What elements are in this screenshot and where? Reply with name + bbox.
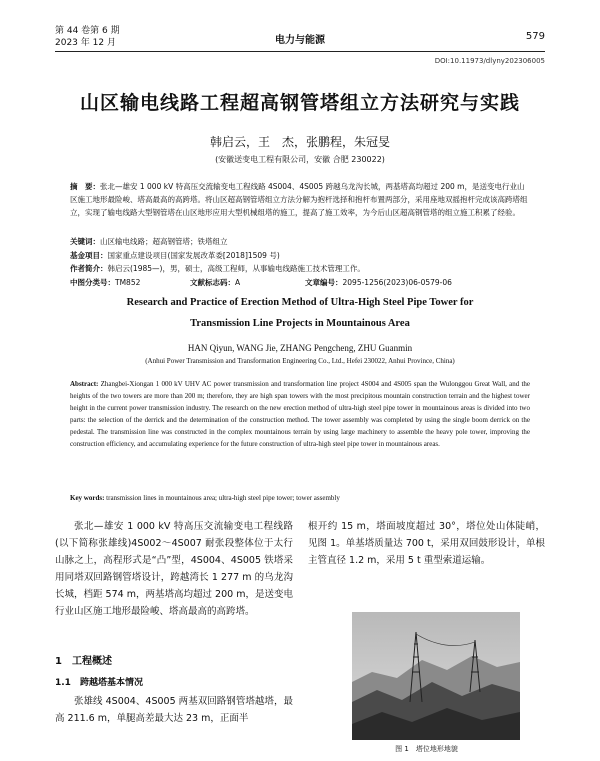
english-title-line-1: Research and Practice of Erection Method of Ultra-High Steel Pipe Tower for	[126, 297, 474, 308]
author-bio	[70, 262, 530, 275]
section-1-1-paragraph	[55, 693, 293, 727]
header-rule	[55, 51, 545, 52]
english-affiliation: (Anhui Power Transmission and Transformation Engineering Co., Ltd., Hefei 230022, Anhui Province, China)	[145, 357, 455, 365]
english-authors: HAN Qiyun, WANG Jie, ZHANG Pengcheng, ZHU Guanmin	[187, 343, 413, 353]
right-column-text: 根开约 15 m，塔面坡度超过 30°，塔位处山体陡峭，见图 1。单基塔质量达 700 t，采用双回鼓形设计，单根主管直径 1.2 m，采用 5 t 重型索道运输。	[308, 521, 545, 566]
article-number: 文章编号：2095-1256(2023)06-0579-06	[305, 278, 452, 287]
bio-text: 韩启云(1985—)，男，硕士，高级工程师，从事输电线路施工技术管理工作。	[107, 264, 365, 273]
clc-number: 中图分类号：TM852	[70, 278, 141, 287]
en-keywords-text: transmission lines in mountainous area; ultra-high steel pipe tower; tower assembly	[106, 494, 340, 502]
section-heading-1: 1 工程概述	[55, 656, 112, 667]
doi: DOI:10.11973/dlyny202306005	[434, 57, 545, 65]
chinese-affiliation: (安徽送变电工程有限公司，安徽 合肥 230022)	[215, 155, 385, 164]
intro-paragraph	[55, 518, 293, 620]
issue-date: 2023 年 12 月	[55, 38, 116, 48]
document-code: 文献标志码：A	[190, 278, 241, 287]
keywords-text: 山区输电线路；超高钢管塔；铁塔组立	[100, 237, 228, 246]
figure-caption: 图 1 塔位地形地貌	[395, 745, 458, 753]
keywords-label: 关键词：	[70, 237, 100, 246]
en-abstract-label: Abstract:	[70, 380, 99, 388]
chinese-keywords	[70, 235, 530, 248]
volume-issue: 第 44 卷第 6 期	[55, 26, 120, 36]
tower-terrain-illustration	[352, 612, 520, 740]
en-abstract-text: Zhangbei-Xiongan 1 000 kV UHV AC power transmission and transformation line project 4S004 and 4S005 span the Wulonggou Great Wall, and the heights of the two towers are more than 200 m; therefore, they are high span towers with the most precipitous mountain construction terrain and the highest tower height in the current power transmission industry. The research on the new erection method of ultra-high steel pipe tower in mountainous areas is divided into two parts: the selection of the derrick and the determination of the construction method. The tower assembly was completed by using the single boom derrick on the pedestal. The transmission line was constructed in the complex mountainous terrain by using large machinery to assemble the heavy pole tower, improving the construction efficiency, and accumulating experience for the future construction of ultra-high steel pipe tower in mountainous areas.	[70, 380, 530, 448]
tower-terrain-photo	[352, 612, 520, 740]
english-abstract	[70, 378, 530, 450]
fund-info	[70, 249, 530, 262]
abstract-label: 摘 要：	[70, 182, 100, 191]
right-column-paragraph	[308, 518, 545, 569]
intro-text: 张北—雄安 1 000 kV 特高压交流输变电工程线路(以下简称张雄线)4S002～4S007 耐张段整体位于太行山脉之上，高程形式是“凸”型，4S004、4S005 铁塔采用同塔双回路钢管塔设计，跨越湾长 1 277 m 的乌龙沟长城，档距 574 m，两基塔高均超过 200 m，是送变电行业山区施工地形最险峻、塔高最高的高跨塔。	[55, 521, 293, 617]
chinese-authors: 韩启云，王 杰，张鹏程，朱冠旻	[209, 135, 390, 149]
page-number: 579	[525, 31, 545, 42]
chinese-abstract	[70, 180, 530, 219]
journal-name: 电力与能源	[275, 35, 325, 46]
chinese-title: 山区输电线路工程超高钢管塔组立方法研究与实践	[79, 92, 520, 114]
english-keywords	[70, 494, 530, 502]
abstract-text: 张北—雄安 1 000 kV 特高压交流输变电工程线路 4S004、4S005 跨越乌龙沟长城，两基塔高均超过 200 m，是送变电行业山区施工地形最险峻、塔高最高的高跨塔。将山区超高钢管塔组立方法分解为抱杆选择和抱杆布置两部分，采用座地双摇抱杆完成该高跨塔组立，实现了输电线路大型钢管塔在山区地形应用大型机械组塔的施工，提高了施工效率，为今后山区超高钢管塔的组立施工积累了经验。	[70, 182, 528, 217]
section-1-1-text: 张雄线 4S004、4S005 两基双回路钢管塔越塔，最高 211.6 m，单腿高差最大达 23 m，正面半	[55, 696, 293, 724]
bio-label: 作者简介：	[70, 264, 108, 273]
section-heading-1-1: 1.1 跨越塔基本情况	[55, 678, 143, 688]
english-title-line-2: Transmission Line Projects in Mountainous Area	[190, 318, 410, 329]
en-keywords-label: Key words:	[70, 494, 105, 502]
fund-label: 基金项目：	[70, 251, 108, 260]
fund-text: 国家重点建设项目(国家发展改革委[2018]1509 号)	[107, 251, 280, 260]
